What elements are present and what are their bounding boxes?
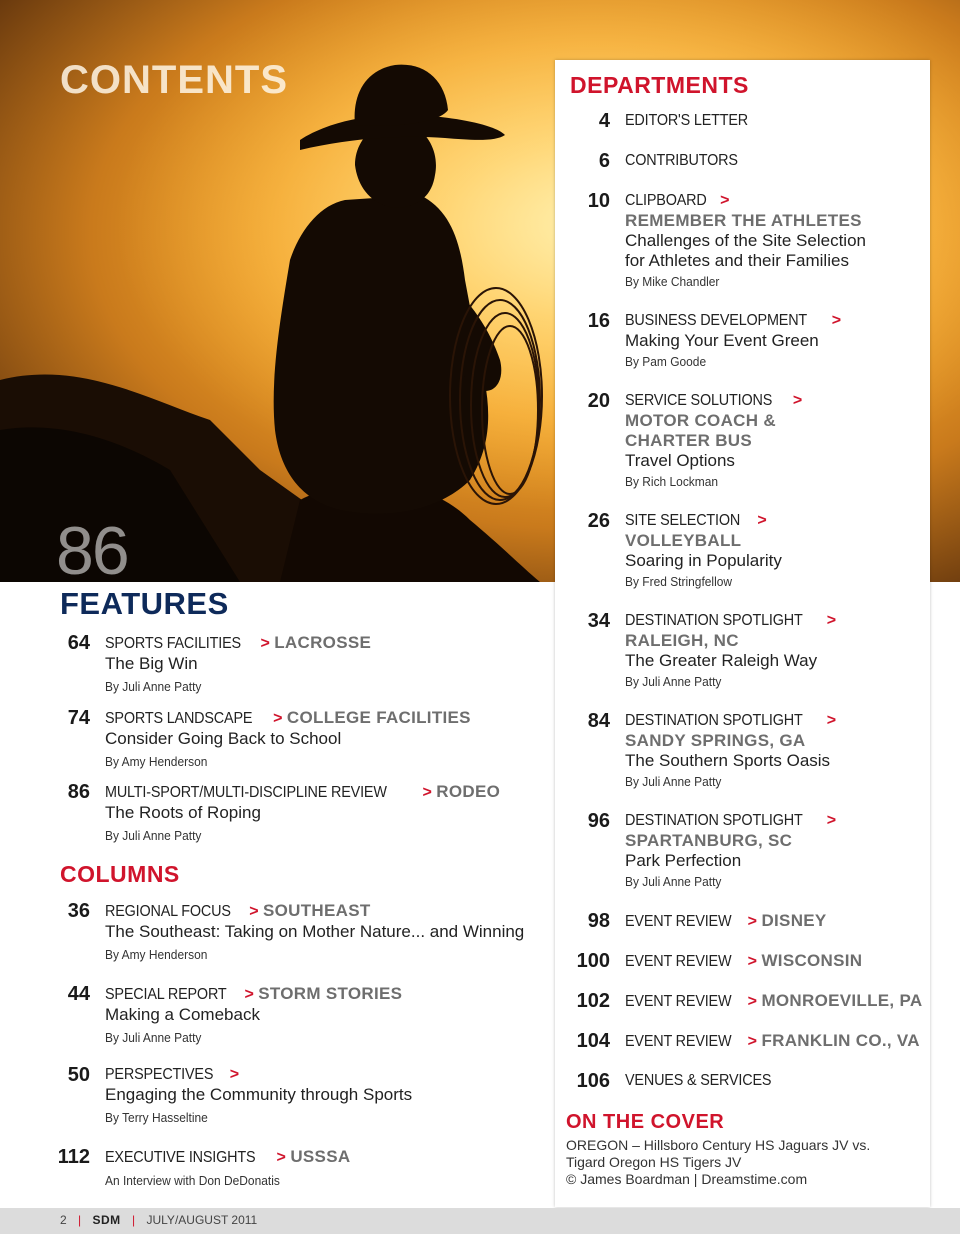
entry-byline-wrap: [105, 1108, 412, 1128]
cover-caption-line: OREGON – Hillsboro Century HS Jaguars JV vs.: [566, 1137, 871, 1153]
entry-category: VENUES & SERVICES: [625, 1072, 772, 1089]
entry-heading-line: [625, 911, 827, 932]
entry-topic: RALEIGH, NC: [625, 631, 739, 650]
arrow-icon: >: [822, 712, 837, 729]
entry-category: SITE SELECTION: [625, 512, 741, 529]
entry-byline-wrap: [105, 826, 500, 846]
entry-heading-line: [105, 633, 371, 654]
departments-heading: DEPARTMENTS: [570, 72, 749, 98]
footer-separator-2: |: [132, 1213, 136, 1227]
page-number: 34: [587, 610, 610, 632]
entry-text: [625, 611, 836, 692]
entry-topic: USSSA: [290, 1147, 351, 1166]
entry-title: Park Perfection: [625, 851, 742, 870]
entry-title: Travel Options: [625, 451, 735, 470]
entry-heading-line: [625, 1031, 920, 1052]
entry-title: The Southeast: Taking on Mother Nature... and Winning: [105, 922, 525, 941]
entry-title: Challenges of the Site Selection: [625, 231, 866, 250]
entry-category: BUSINESS DEVELOPMENT: [625, 312, 808, 329]
entry-text: [105, 984, 402, 1048]
arrow-icon: >: [822, 612, 837, 629]
hero-page-number: 86: [56, 513, 128, 582]
entry-text: [625, 951, 862, 972]
arrow-icon: >: [743, 953, 762, 970]
entry-byline: By Juli Anne Patty: [625, 774, 722, 789]
entry-text: [105, 1147, 350, 1191]
entry-category: EXECUTIVE INSIGHTS: [105, 1149, 256, 1166]
page-number: 98: [587, 910, 610, 932]
entry-text: [105, 633, 371, 697]
entry-topic: LACROSSE: [274, 633, 372, 652]
entry-byline-wrap: [105, 677, 371, 697]
page-number: 64: [67, 632, 90, 654]
entry-byline: By Juli Anne Patty: [105, 679, 202, 694]
arrow-icon: >: [418, 784, 437, 801]
page-number: 104: [576, 1030, 610, 1052]
entry-byline: An Interview with Don DeDonatis: [105, 1173, 280, 1188]
entry-byline: By Terry Hasseltine: [105, 1110, 208, 1125]
page-number: 74: [67, 707, 90, 729]
entry-title: Consider Going Back to School: [105, 729, 342, 748]
page-number: 86: [67, 781, 90, 803]
entry-text: [105, 782, 500, 846]
arrow-icon: >: [822, 812, 837, 829]
entry-text: [625, 991, 922, 1012]
entry-heading-line: [625, 951, 862, 972]
entry-heading-line: [105, 901, 524, 922]
entry-heading-line: [625, 1071, 788, 1091]
entry-category: PERSPECTIVES: [105, 1066, 214, 1083]
entry-topic: DISNEY: [761, 911, 827, 930]
arrow-icon: >: [743, 913, 762, 930]
entry-byline: By Mike Chandler: [625, 274, 720, 289]
entry-heading-line: [625, 991, 922, 1012]
entry-byline-wrap: [625, 352, 841, 372]
entry-byline: By Amy Henderson: [105, 947, 208, 962]
entry-topic: VOLLEYBALL: [625, 531, 742, 550]
entry-category: DESTINATION SPOTLIGHT: [625, 712, 803, 729]
entry-title: Making a Comeback: [105, 1005, 260, 1024]
page-number: 44: [67, 983, 90, 1005]
entry-category: SERVICE SOLUTIONS: [625, 392, 773, 409]
entry-category: REGIONAL FOCUS: [105, 903, 231, 920]
footer-brand: SDM: [92, 1213, 121, 1227]
entry-heading-line: [625, 811, 836, 831]
entry-topic: COLLEGE FACILITIES: [286, 708, 471, 727]
cover-caption-line: Tigard Oregon HS Tigers JV: [566, 1154, 742, 1170]
arrow-icon: >: [244, 903, 263, 920]
entry-byline: By Pam Goode: [625, 354, 707, 369]
entry-category: CONTRIBUTORS: [625, 152, 738, 169]
entry-topic: FRANKLIN CO., VA: [761, 1031, 920, 1050]
entry-category: EVENT REVIEW: [625, 913, 732, 930]
entry-byline: By Juli Anne Patty: [625, 874, 722, 889]
entry-byline-wrap: [625, 872, 836, 892]
entry-topic: STORM STORIES: [258, 984, 403, 1003]
columns-heading: COLUMNS: [60, 861, 180, 887]
entry-byline: By Juli Anne Patty: [625, 674, 722, 689]
entry-heading-line: [105, 1147, 350, 1168]
entry-category: EDITOR'S LETTER: [625, 112, 749, 129]
footer-issue: JULY/AUGUST 2011: [146, 1213, 258, 1227]
entry-text: [105, 1065, 412, 1128]
entry-topic: CHARTER BUS: [625, 431, 753, 450]
page-number: 20: [587, 390, 610, 412]
entry-text: [625, 711, 836, 792]
entry-heading-line: [625, 151, 750, 171]
footer: [60, 1213, 257, 1227]
entry-heading-line: [625, 391, 802, 411]
page-number: 50: [67, 1064, 90, 1086]
cover-heading: ON THE COVER: [566, 1111, 725, 1133]
entry-category: CLIPBOARD: [625, 192, 707, 209]
page-number: 16: [587, 310, 610, 332]
page-number: 10: [587, 190, 610, 212]
entry-topic: MONROEVILLE, PA: [761, 991, 923, 1010]
entry-text: [625, 1071, 788, 1091]
entry-byline: By Juli Anne Patty: [105, 1030, 202, 1045]
page-number: 106: [576, 1070, 610, 1092]
entry-byline-wrap: [105, 945, 524, 965]
entry-heading-line: [625, 511, 782, 531]
entry-heading-line: [625, 311, 841, 331]
entry-title: The Greater Raleigh Way: [625, 651, 818, 670]
entry-text: [105, 901, 524, 965]
entry-text: [105, 708, 471, 772]
entry-title: for Athletes and their Families: [625, 251, 849, 270]
entry-topic: MOTOR COACH &: [625, 411, 776, 430]
arrow-icon: >: [240, 986, 259, 1003]
entry-heading-line: [105, 984, 402, 1005]
entry-byline-wrap: [625, 772, 836, 792]
entry-title: The Roots of Roping: [105, 803, 261, 822]
entry-heading-line: [105, 708, 471, 729]
entry-category: DESTINATION SPOTLIGHT: [625, 812, 803, 829]
entry-heading-line: [625, 711, 836, 731]
arrow-icon: >: [256, 635, 275, 652]
entry-heading-line: [105, 1065, 412, 1085]
page-number: 100: [576, 950, 610, 972]
entry-text: [625, 191, 866, 292]
entry-category: EVENT REVIEW: [625, 993, 732, 1010]
footer-page-number: 2: [60, 1213, 67, 1227]
entry-title: The Big Win: [105, 654, 198, 673]
entry-byline: By Amy Henderson: [105, 754, 208, 769]
entry-topic: RODEO: [436, 782, 501, 801]
entry-heading-line: [625, 611, 836, 631]
entry-text: [625, 391, 802, 492]
entry-topic: SOUTHEAST: [262, 901, 371, 920]
entry-byline-wrap: [625, 472, 802, 492]
arrow-icon: >: [743, 993, 762, 1010]
entry-text: [625, 311, 841, 372]
page-number: 102: [576, 990, 610, 1012]
entry-byline-wrap: [105, 1028, 402, 1048]
cover-caption-line: © James Boardman | Dreamstime.com: [566, 1171, 808, 1187]
entry-topic: WISCONSIN: [761, 951, 863, 970]
entry-heading-line: [625, 191, 866, 211]
entry-topic: SANDY SPRINGS, GA: [625, 731, 806, 750]
entry-byline: By Fred Stringfellow: [625, 574, 733, 589]
entry-byline: By Rich Lockman: [625, 474, 719, 489]
entry-heading-line: [105, 782, 500, 803]
entry-byline-wrap: [105, 752, 471, 772]
entry-title: Engaging the Community through Sports: [105, 1085, 413, 1104]
entry-category: SPORTS LANDSCAPE: [105, 710, 253, 727]
entry-category: DESTINATION SPOTLIGHT: [625, 612, 803, 629]
entry-category: EVENT REVIEW: [625, 1033, 732, 1050]
entry-category: EVENT REVIEW: [625, 953, 732, 970]
entry-byline-wrap: [625, 672, 836, 692]
page-number: 112: [57, 1146, 90, 1168]
entry-topic: SPARTANBURG, SC: [625, 831, 793, 850]
entry-text: [625, 911, 827, 932]
cover-caption: [566, 1137, 870, 1188]
entry-byline: By Juli Anne Patty: [105, 828, 202, 843]
arrow-icon: >: [743, 1033, 762, 1050]
page-title: CONTENTS: [60, 58, 288, 102]
page-number: 6: [598, 150, 610, 172]
arrow-icon: >: [272, 1149, 291, 1166]
entry-title: Making Your Event Green: [625, 331, 819, 350]
page-number: 36: [67, 900, 90, 922]
footer-separator: |: [78, 1213, 82, 1227]
entry-category: SPORTS FACILITIES: [105, 635, 241, 652]
entry-topic: REMEMBER THE ATHLETES: [625, 211, 862, 230]
entry-text: [625, 111, 762, 131]
arrow-icon: >: [752, 512, 767, 529]
arrow-icon: >: [715, 192, 730, 209]
page-number: 4: [598, 110, 610, 132]
entry-category: MULTI-SPORT/MULTI-DISCIPLINE REVIEW: [105, 784, 387, 801]
entry-title: Soaring in Popularity: [625, 551, 782, 570]
arrow-icon: >: [225, 1066, 240, 1083]
page-number: 84: [587, 710, 610, 732]
entry-heading-line: [625, 111, 762, 131]
entry-byline-wrap: [625, 272, 866, 292]
page-number: 26: [587, 510, 610, 532]
entry-text: [625, 151, 750, 171]
entry-byline-wrap: [625, 572, 782, 592]
entry-text: [625, 511, 782, 592]
entry-text: [625, 1031, 920, 1052]
entry-title: The Southern Sports Oasis: [625, 751, 831, 770]
arrow-icon: >: [827, 312, 842, 329]
arrow-icon: >: [268, 710, 287, 727]
page-number: 96: [587, 810, 610, 832]
entry-category: SPECIAL REPORT: [105, 986, 227, 1003]
entry-byline-wrap: [105, 1171, 350, 1191]
arrow-icon: >: [788, 392, 803, 409]
entry-text: [625, 811, 836, 892]
features-heading: FEATURES: [60, 586, 229, 621]
